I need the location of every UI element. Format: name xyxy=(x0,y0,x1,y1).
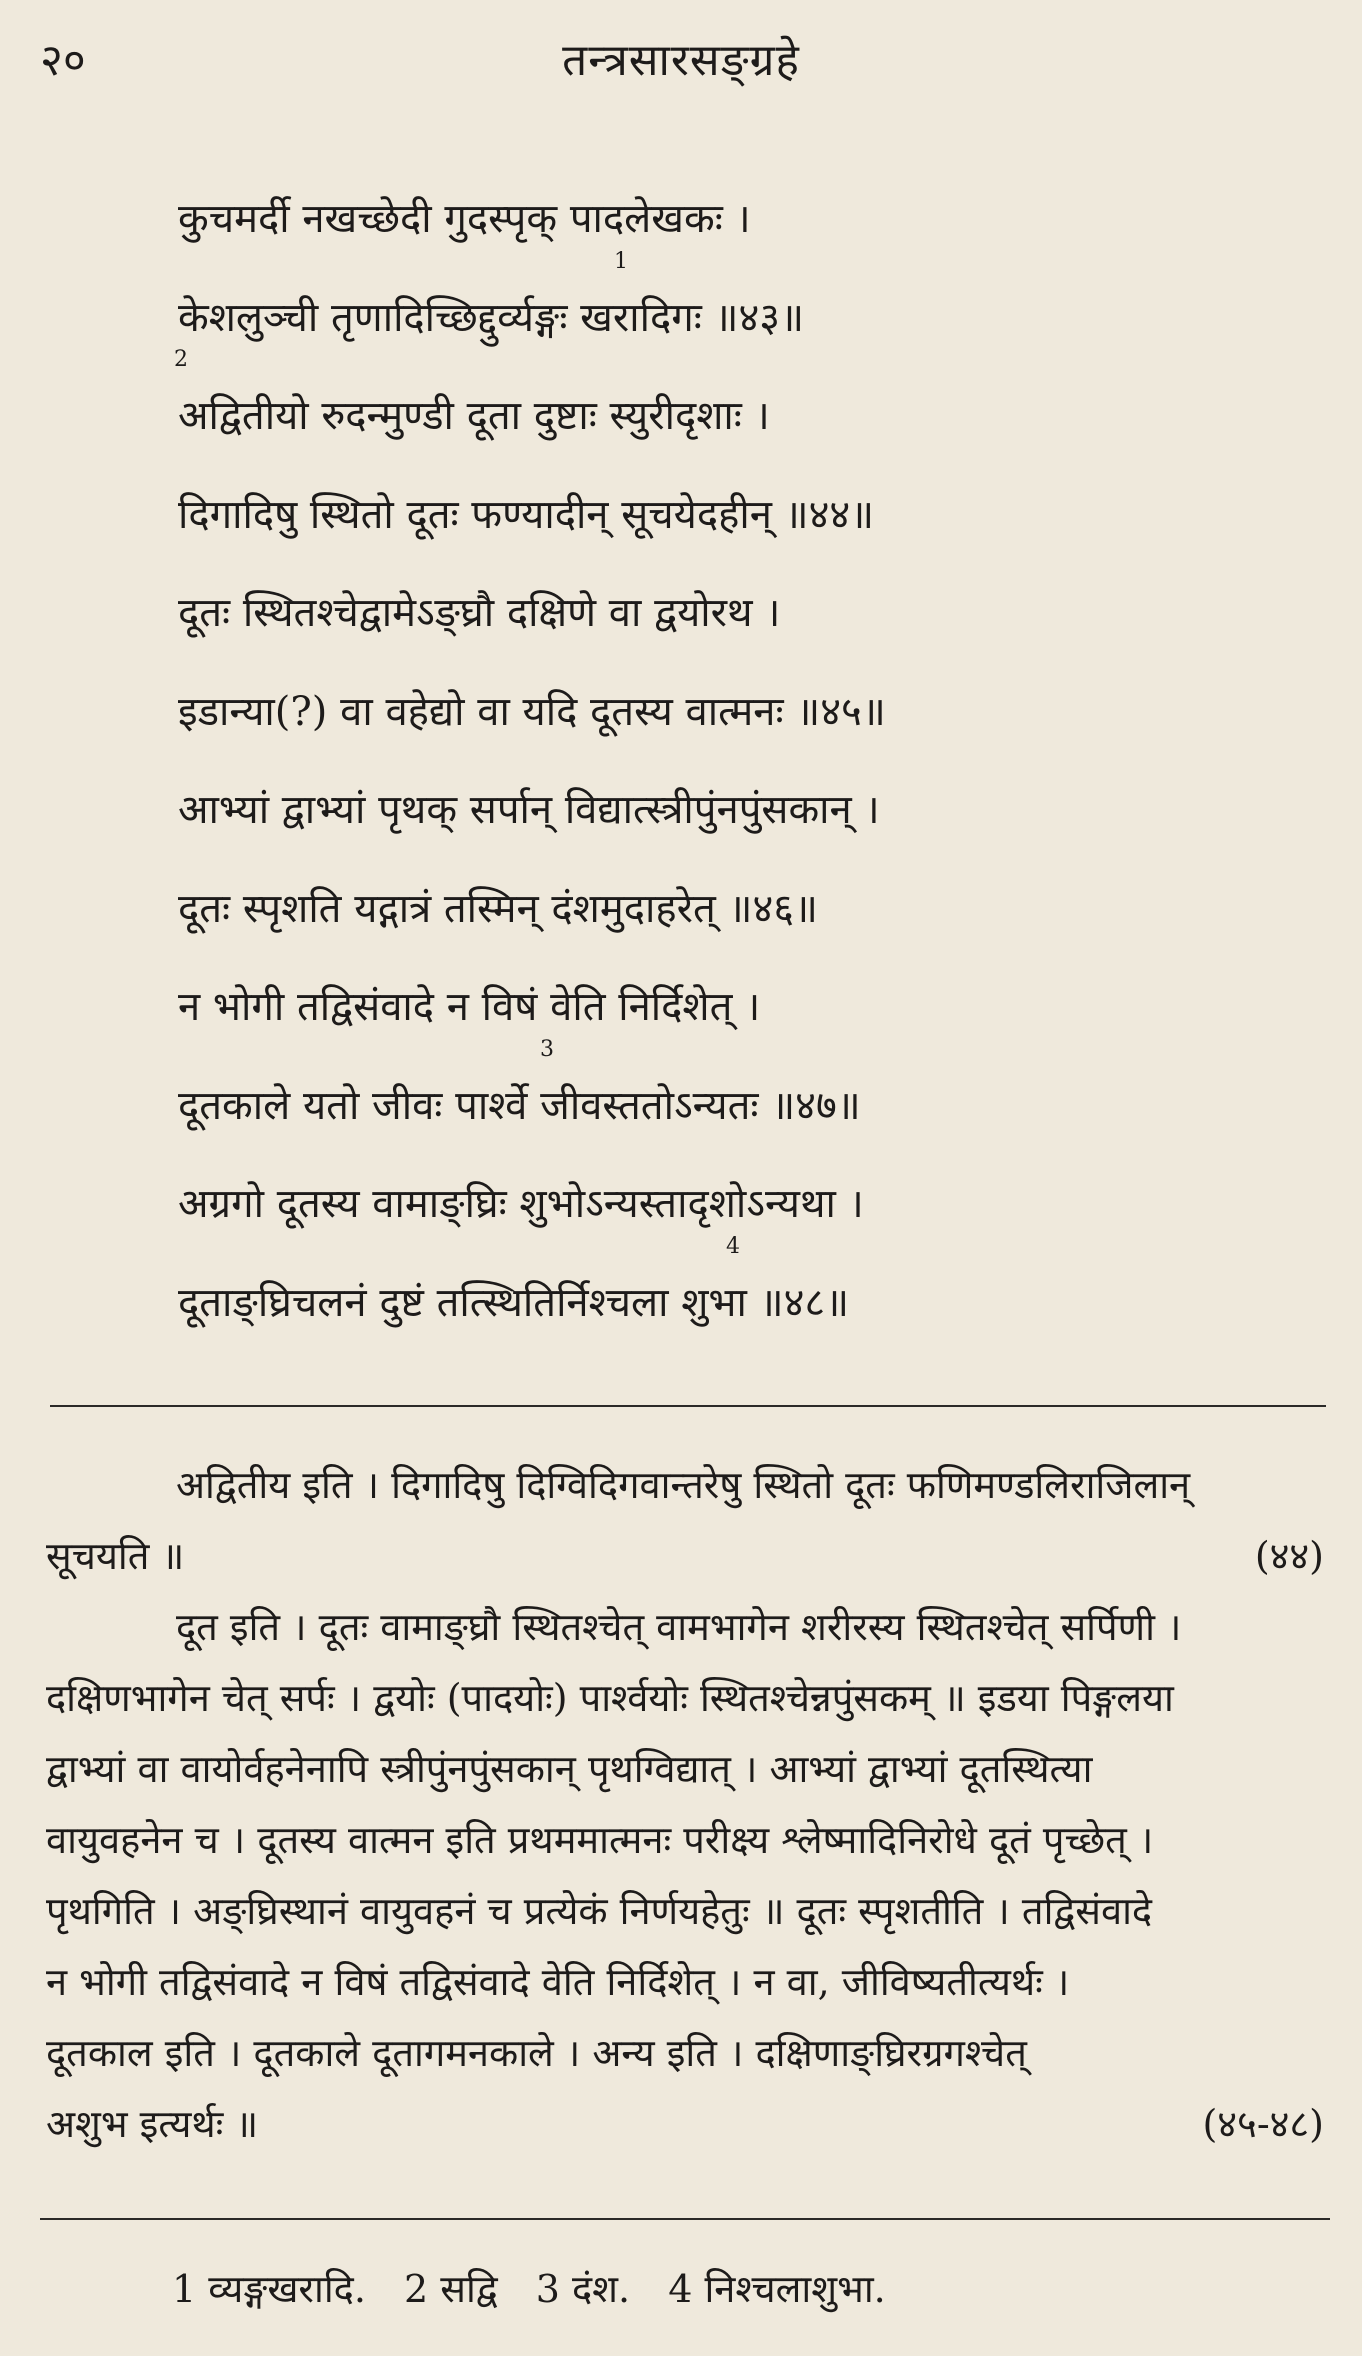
commentary-text: दूतकाल इति । दूतकाले दूतागमनकाले । अन्य इति । दक्षिणाङ्घ्रिरग्रगश्चेत् xyxy=(46,2031,1027,2075)
page-number: २० xyxy=(40,35,86,86)
commentary-line xyxy=(46,1947,1324,2018)
commentary-line xyxy=(46,1450,1324,1521)
verse-text: दिगादिषु स्थितो दूतः फण्यादीन् सूचयेदहीन् ॥४४॥ xyxy=(178,491,875,538)
footnote-divider xyxy=(40,2218,1330,2220)
commentary-line xyxy=(46,1805,1324,1876)
verse-line xyxy=(178,663,1238,762)
verse-text: कुचमर्दी नखच्छेदी गुदस्पृक् पादलेखकः । xyxy=(178,196,751,242)
commentary-text: वायुवहनेन च । दूतस्य वात्मन इति प्रथममात्मनः परीक्ष्य श्लेष्मादिनिरोधे दूतं पृच्छेत् । xyxy=(46,1818,1154,1862)
verse-line xyxy=(178,466,1238,565)
footnote: 4 निश्चलाशुभा. xyxy=(668,2267,886,2311)
footnote-marker: 3 xyxy=(540,1036,554,1062)
commentary-text: अशुभ इत्यर्थः ॥ xyxy=(46,2102,259,2146)
verse-line xyxy=(178,860,1238,959)
commentary-text: पृथगिति । अङ्घ्रिस्थानं वायुवहनं च प्रत्येकं निर्णयहेतुः ॥ दूतः स्पृशतीति । तद्विसंवादे xyxy=(46,1889,1153,1933)
verse-line xyxy=(178,170,1238,269)
verse-text: केशलुञ्ची तृणादिच्छिद्दुर्व्यङ्गः खरादिगः ॥४३॥ xyxy=(178,294,805,341)
commentary-block xyxy=(46,1450,1324,2160)
verse-range-tag: (४५-४८) xyxy=(1202,2102,1324,2146)
verse-text: इडान्या(?) वा वहेद्यो वा यदि दूतस्य वात्मनः ॥४५॥ xyxy=(178,688,886,735)
footnotes xyxy=(172,2262,912,2314)
running-title: तन्त्रसारसङ्ग्रहे xyxy=(562,35,800,86)
commentary-text: दूत इति । दूतः वामाङ्घ्रौ स्थितश्चेत् वामभागेन शरीरस्य स्थितश्चेत् सर्पिणी । xyxy=(176,1605,1182,1649)
verse-text: दूतकाले यतो जीवः पार्श्वे जीवस्ततोऽन्यतः ॥४७॥ xyxy=(178,1082,861,1129)
footnote-marker: 1 xyxy=(614,248,628,274)
commentary-line xyxy=(46,1521,1324,1592)
commentary-text: न भोगी तद्विसंवादे न विषं तद्विसंवादे वेति निर्दिशेत् । न वा, जीविष्यतीत्यर्थः । xyxy=(46,1960,1070,2004)
verse-text: अग्रगो दूतस्य वामाङ्घ्रिः शुभोऽन्यस्तादृशोऽन्यथा । xyxy=(178,1181,864,1227)
commentary-text: दक्षिणभागेन चेत् सर्पः । द्वयोः (पादयोः) पार्श्वयोः स्थितश्चेन्नपुंसकम् ॥ इडया पिङ्गलया xyxy=(46,1676,1174,1720)
commentary-line xyxy=(46,1876,1324,1947)
commentary-line xyxy=(46,2018,1324,2089)
verse-line xyxy=(174,347,1238,466)
footnote: 2 सद्वि xyxy=(404,2267,498,2311)
verse-line xyxy=(178,761,1238,860)
verse-line xyxy=(178,1233,1238,1353)
footnote-marker: 2 xyxy=(174,347,188,372)
verse-text: आभ्यां द्वाभ्यां पृथक् सर्पान् विद्यात्स्त्रीपुंनपुंसकान् । xyxy=(178,787,880,833)
verse-block xyxy=(174,170,1238,1352)
verse-line xyxy=(178,1155,1238,1254)
commentary-text: सूचयति ॥ xyxy=(46,1534,185,1578)
commentary-line xyxy=(46,1663,1324,1734)
commentary-line xyxy=(46,1592,1324,1663)
commentary-line xyxy=(46,1734,1324,1805)
verse-line xyxy=(178,958,1238,1057)
verse-text: दूतः स्थितश्चेद्वामेऽङ्घ्रौ दक्षिणे वा द्वयोरथ । xyxy=(178,590,781,636)
footnote: 3 दंश. xyxy=(535,2267,631,2311)
commentary-line xyxy=(46,2089,1324,2160)
footnote-marker: 4 xyxy=(726,1233,740,1259)
verse-text: दूतः स्पृशति यद्गात्रं तस्मिन् दंशमुदाहरेत् ॥४६॥ xyxy=(178,885,819,932)
verse-text: न भोगी तद्विसंवादे न विषं वेति निर्दिशेत् । xyxy=(178,984,761,1030)
verse-line xyxy=(178,564,1238,663)
verse-line xyxy=(178,248,1238,368)
verse-line xyxy=(178,1036,1238,1156)
verse-text: दूताङ्घ्रिचलनं दुष्टं तत्स्थितिर्निश्चला शुभा ॥४८॥ xyxy=(178,1279,850,1326)
verse-text: अद्वितीयो रुदन्मुण्डी दूता दुष्टाः स्युरीदृशाः । xyxy=(178,393,770,439)
commentary-text: अद्वितीय इति । दिगादिषु दिग्विदिगवान्तरेषु स्थितो दूतः फणिमण्डलिराजिलान् xyxy=(176,1463,1191,1507)
footnote: 1 व्यङ्गखरादि. xyxy=(172,2267,366,2311)
verse-range-tag: (४४) xyxy=(1254,1534,1324,1578)
commentary-text: द्वाभ्यां वा वायोर्वहनेनापि स्त्रीपुंनपुंसकान् पृथग्विद्यात् । आभ्यां द्वाभ्यां दूतस्थित्या xyxy=(46,1747,1093,1791)
verse-commentary-divider xyxy=(50,1405,1326,1407)
